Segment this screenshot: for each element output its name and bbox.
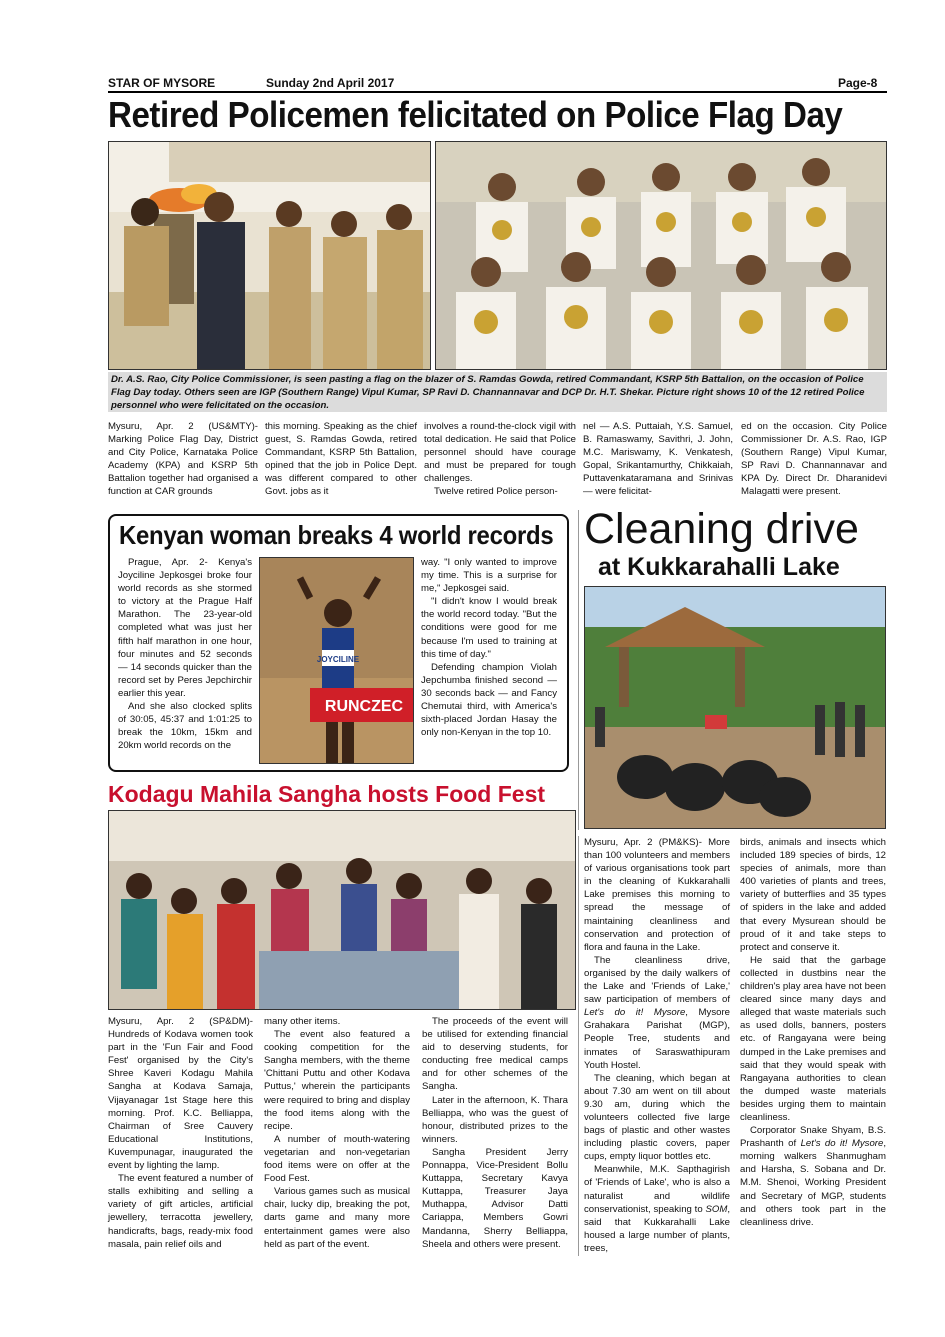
lake-cleaning-photo [584, 586, 886, 829]
food-fest-column-3: The proceeds of the event will be utilised for extending financial aid to deserving students, for conducting free medical camps and for other schemes of the Sangha. Later in the afternoon, K. Thara Belliappa, who was the guest of honour, distributed prizes to the winners. Sangha President Jerry Ponnappa, Vice-President Bollu Kuttappa, Secretary Kavya Kuttappa, Treasurer Jaya Muthappa, Advisor Datti Cariappa, Members Gowri Mandanna, Sherry Belliappa, Sheela and others were present. [422, 1016, 568, 1250]
page-number: Page-8 [838, 76, 878, 90]
food-fest-illustration [109, 811, 576, 1010]
kenyan-story-column-1: Prague, Apr. 2- Kenya's Joyciline Jepkosgei broke four world records as she stormed to victory at the Prague Half Marathon. The 23-year-old completed what was just her fifth half marathon in one hour, four minutes and 52 seconds — 14 seconds quicker than the record set by Peres Jepchirchir earlier this year. And she also clocked splits of 30:05, 45:37 and 1:01:25 to break the 10km, 15km and 20km world records on the [118, 557, 252, 752]
issue-date: Sunday 2nd April 2017 [266, 76, 395, 90]
finish-banner-text: RUNCZEC [324, 698, 404, 715]
felicitated-policemen-illustration [436, 142, 887, 370]
runner-bib-text: JOYCILINE [316, 655, 360, 664]
lake-cleaning-illustration [585, 587, 886, 829]
police-photo-caption: Dr. A.S. Rao, City Police Commissioner, is seen pasting a flag on the blazer of S. Ramdas Gowda, retired Commandant, KSRP 5th Battalion, on the occasion of Police Flag Day today. Others seen are IGP (Southern Range) Vipul Kumar, SP Ravi D. Channannavar and DCP Dr. H.T. Shekar. Picture right shows 10 of the 12 retired Police personnel who were felicitated on the occasion. [108, 372, 887, 412]
food-fest-photo [108, 810, 576, 1010]
police-story-column-1: Mysuru, Apr. 2 (US&MTY)- Marking Police Flag Day, District and City Police, Karnataka Police Academy (KPA) and KSRP 5th Battalion together had organised a function at CAR grounds [108, 421, 258, 498]
cleaning-headline: Cleaning drive [584, 505, 859, 553]
column-divider [578, 510, 579, 830]
food-fest-column-1: Mysuru, Apr. 2 (SP&DM)- Hundreds of Kodava women took part in the 'Fun Fair and Food Fest' organised by the City's Shree Kaveri Kodagu Mahila Sangha at Kodava Samaja, Vijayanagar 1st Stage here this morning. Prof. K.C. Belliappa, Chairman of Sree Cauvery Educational Institutions, Kuvempunagar, inaugurated the event by lighting the lamp. The event featured a number of stalls exhibiting and selling a variety of gift articles, artificial jewellery, terracotta jewellery, handicrafts, bags, ready-mix food masala, pain relief oils and [108, 1016, 253, 1250]
cleaning-story-column-1: Mysuru, Apr. 2 (PM&KS)- More than 100 volunteers and members of various organisations took part in the cleaning of Kukkarahalli Lake premises this morning to spread the message of maintaining cleanliness and conservation and protection of flora and fauna in the Lake. The cleanliness drive, organised by the daily walkers of the Lake and 'Friends of Lake,' saw participation of members of Let's do it! Mysore, Mysore Grahakara Parishat (MGP), People Tree, students and inmates of Saraswathipuram Youth Hostel. The cleaning, which began at about 7.30 am went on till about 9.30 am, during which the volunteers collected five large bags of plastic and other wastes including plastic covers, paper cups, empty liquor bottles etc. Meanwhile, M.K. Sapthagirish of 'Friends of Lake', who is also a naturalist and wildlife conservationist, speaking to SOM, said that Kukkarahalli Lake housed a large number of plants, trees, [584, 837, 730, 1254]
publication-name: STAR OF MYSORE [108, 76, 216, 90]
police-story-column-3: involves a round-the-clock vigil with total dedication. He said that Police personnel should have courage and must be prepared for tough challenges. Twelve retired Police person- [424, 421, 576, 498]
kenyan-headline: Kenyan woman breaks 4 world records [119, 520, 554, 550]
flag-pinning-photo [108, 141, 431, 370]
food-fest-headline: Kodagu Mahila Sangha hosts Food Fest [108, 781, 546, 807]
flag-pinning-illustration [109, 142, 431, 370]
police-headline: Retired Policemen felicitated on Police Flag Day [108, 94, 843, 135]
column-divider [578, 836, 579, 1256]
runner-photo [259, 557, 414, 764]
runner-illustration [260, 558, 414, 764]
felicitated-policemen-photo [435, 141, 887, 370]
police-story-column-5: ed on the occasion. City Police Commissioner Dr. A.S. Rao, IGP (Southern Range) Vipul Kumar, SP Ravi D. Channannavar and KPA Dy. Direct Dr. Dharanidevi Malagatti were present. [741, 421, 887, 498]
cleaning-story-column-2: birds, animals and insects which included 189 species of birds, 12 species of animals, more than 400 varieties of plants and trees, variety of butterflies and 35 types of spiders in the lake and added that every Mysurean should be proud of it and take steps to protect and conserve it. He said that the garbage collected in dustbins near the children's play area have not been cleared since many days and alleged that waste materials such as used dolls, banners, posters etc. of Rangayana were being dumped in the Lake premises and said that they would speak with Rangayana authorities to clean the dumped waste materials besides urging them to maintain cleanliness. Corporator Snake Shyam, B.S. Prashanth of Let's do it! Mysore, morning walkers Shanmugham and Harsha, S. Sobana and Dr. M.M. Shenoi, Working President and Secretary of MGP, students and others took part in the cleanliness drive. [740, 837, 887, 1228]
police-story-column-4: nel — A.S. Puttaiah, Y.S. Samuel, B. Ramaswamy, Savithri, J. John, M.C. Mariswamy, K. Venkatesh, Gopal, Srikantamurthy, Chikkaiah, Puttavenkataramana and Srinivas — were felicitat- [583, 421, 733, 498]
police-story-column-2: this morning. Speaking as the chief guest, S. Ramdas Gowda, retired Commandant, KSRP 5th Battalion, opined that the job in Police Dept. was different compared to other Govt. jobs as it [265, 421, 417, 498]
header-rule [108, 91, 887, 93]
kenyan-story-column-2: way. "I only wanted to improve my time. This is a surprise for me," Jepkosgei said. "I didn't know I would break the world record today. "But the conditions were good for me because I'm used to training at this time of day." Defending champion Violah Jepchumba finished second — 30 seconds back — and Fancy Chemutai third, with America's sixth-placed Jordan Hasay the only non-Kenyan in the top 10. [421, 557, 557, 739]
food-fest-column-2: many other items. The event also featured a cooking competition for the Sangha members, with the theme 'Chittani Puttu and other Kodava Puttus,' wherein the participants were required to bring and display the food items along with the recipe. A number of mouth-watering vegetarian and non-vegetarian food items were on offer at the Food Fest. Various games such as musical chair, lucky dip, breaking the pot, darts game and many more entertainment games were also held as part of the event. [264, 1016, 410, 1250]
cleaning-subhead: at Kukkarahalli Lake [598, 553, 840, 581]
